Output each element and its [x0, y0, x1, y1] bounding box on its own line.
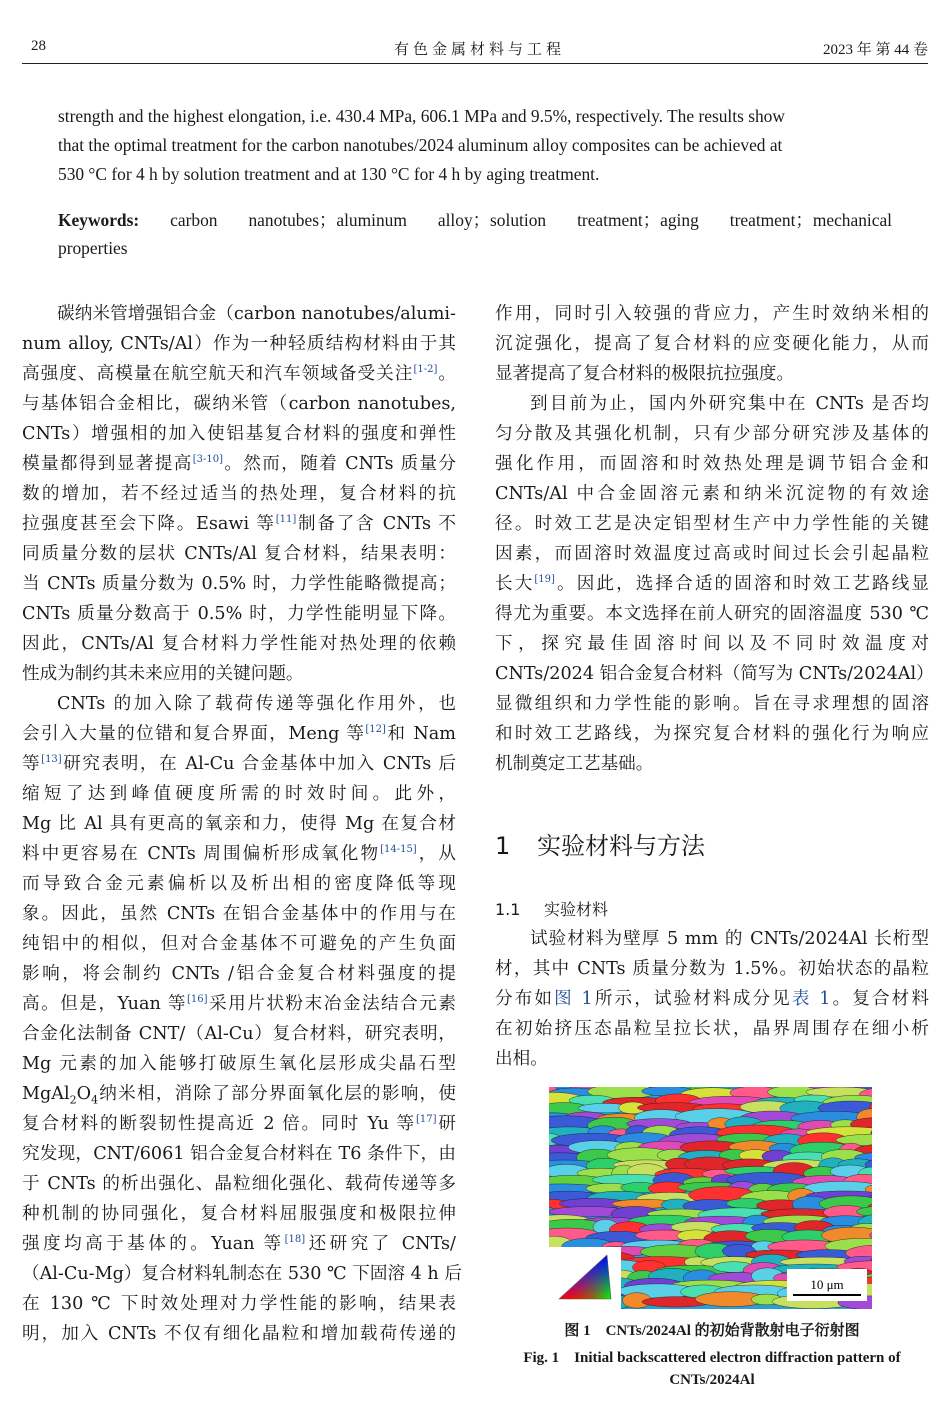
figure-link[interactable]: 图 1	[554, 989, 593, 1009]
text-line: 高。但是，Yuan 等[16]采用片状粉末冶金法结合元素	[22, 994, 456, 1014]
citation[interactable]: [14-15]	[380, 844, 417, 855]
text-line: $MgAl_2O_4$纳米相，消除了部分界面氧化层的影响，使	[22, 1084, 456, 1107]
ipf-legend	[549, 1247, 621, 1309]
text-line: 明，加入 CNTs 不仅有细化晶粒和增加载荷传递的	[22, 1324, 456, 1344]
citation[interactable]: [3-10]	[192, 454, 223, 465]
citation[interactable]: [19]	[534, 574, 555, 585]
text-line: CNTs）增强相的加入使铝基复合材料的强度和弹性	[22, 424, 456, 444]
text-line: 当 CNTs 质量分数为 0.5% 时，力学性能略微提高；	[22, 574, 456, 594]
text-line: 下，探究最佳固溶时间以及不同时效温度对	[495, 634, 929, 654]
text-line: 合金化法制备 CNT/（Al-Cu）复合材料，研究表明，	[22, 1024, 456, 1044]
citation[interactable]: [12]	[365, 724, 386, 735]
left-column	[22, 299, 462, 1349]
text-line: 到目前为止，国内外研究集中在 CNTs 是否均	[530, 394, 929, 414]
text-line: CNTs/Al 中合金固溶元素和纳米沉淀物的有效途	[495, 484, 929, 504]
right-column-intro	[495, 299, 934, 779]
text-line: 显著提高了复合材料的极限抗拉强度。	[495, 364, 795, 384]
issue-info: 2023 年 第 44 卷	[822, 42, 928, 58]
text-line: 拉强度甚至会下降。Esawi 等[11]制备了含 CNTs 不	[22, 514, 456, 534]
text-line: 影响，将会制约 CNTs /铝合金复合材料强度的提	[22, 964, 456, 984]
journal-title: 有色金属材料与工程	[393, 42, 565, 58]
text-line: 长大[19]。因此，选择合适的固溶和时效工艺路线显	[495, 574, 929, 594]
text-line: 料中更容易在 CNTs 周围偏析形成氧化物[14-15]，从	[22, 844, 456, 864]
keywords	[58, 206, 892, 262]
text-line: 高强度、高模量在航空航天和汽车领域备受关注[1-2]。	[22, 364, 456, 384]
running-header	[31, 38, 928, 62]
text-line: 种机制的协同强化，复合材料屈服强度和极限拉伸	[22, 1204, 456, 1224]
text-line: 纯铝中的相似，但对合金基体不可避免的产生负面	[22, 934, 456, 954]
text-line: 出相。	[495, 1049, 548, 1069]
text-line: 得尤为重要。本文选择在前人研究的固溶温度 530 ℃	[495, 604, 929, 624]
text-line: 缩短了达到峰值硬度所需的时效时间。此外，	[22, 784, 456, 804]
citation[interactable]: [16]	[187, 994, 208, 1005]
ebsd-map-figure	[549, 1087, 872, 1309]
text-line: 和时效工艺路线，为探究复合材料的强化行为响应	[495, 724, 929, 744]
page-number: 28	[31, 38, 46, 54]
keywords-line: properties	[58, 238, 128, 258]
keywords-label: Keywords:	[58, 210, 140, 230]
abstract-line: strength and the highest elongation, i.e. 430.4 MPa, 606.1 MPa and 9.5%, respectively. The results show	[58, 106, 785, 126]
header-rule	[22, 63, 928, 64]
text-line: 象。因此，虽然 CNTs 在铝合金基体中的作用与在	[22, 904, 456, 924]
text-line: 性成为制约其未来应用的关键问题。	[22, 664, 304, 684]
text-line: CNTs/2024 铝合金复合材料（简写为 CNTs/2024Al）	[495, 664, 934, 684]
text-line: 复合材料的断裂韧性提高近 2 倍。同时 Yu 等[17]研	[22, 1114, 456, 1134]
text-line: 而导致合金元素偏析以及析出相的密度降低等现	[22, 874, 456, 894]
citation[interactable]: [17]	[415, 1114, 437, 1125]
figure-caption-cn: 图 1 CNTs/2024Al 的初始背散射电子衍射图	[564, 1323, 860, 1339]
text-line: 径。时效工艺是决定铝型材生产中力学性能的关键	[495, 514, 929, 534]
citation[interactable]: [11]	[275, 514, 297, 525]
text-line: 在 130 ℃ 下时效处理对力学性能的影响，结果表	[22, 1294, 456, 1314]
abstract-tail	[58, 102, 894, 189]
keywords-line	[58, 206, 892, 234]
scale-bar	[787, 1269, 867, 1301]
table-link[interactable]: 表 1	[791, 989, 831, 1009]
text-line: CNTs 质量分数高于 0.5% 时，力学性能明显下降。	[22, 604, 456, 624]
text-line: Mg 比 Al 具有更高的氧亲和力，使得 Mg 在复合材	[22, 814, 456, 834]
text-line: 数的增加，若不经过适当的热处理，复合材料的抗	[22, 484, 456, 504]
abstract-line: 530 °C for 4 h by solution treatment and at 130 °C for 4 h by aging treatment.	[58, 164, 600, 184]
text-line: 碳纳米管增强铝合金（carbon nanotubes/alumi-	[57, 304, 456, 324]
text-line: 材，其中 CNTs 质量分数为 1.5%。初始状态的晶粒	[495, 959, 929, 979]
section-heading: 1 实验材料与方法	[495, 832, 705, 860]
right-column-materials	[495, 924, 929, 1074]
text-line: 在初始挤压态晶粒呈拉长状，晶界周围存在细小析	[495, 1019, 929, 1039]
text-line: 与基体铝合金相比，碳纳米管（carbon nanotubes,	[22, 394, 456, 414]
text-line: 于 CNTs 的析出强化、晶粒细化强化、载荷传递等多	[22, 1174, 456, 1194]
abstract-line: that the optimal treatment for the carbon nanotubes/2024 aluminum alloy composites can be achieved at	[58, 135, 783, 155]
text-line: 显微组织和力学性能的影响。旨在寻求理想的固溶	[495, 694, 929, 714]
citation[interactable]: [1-2]	[413, 364, 438, 375]
text-line: 模量都得到显著提高[3-10]。然而，随着 CNTs 质量分	[22, 454, 456, 474]
text-line: 因此，CNTs/Al 复合材料力学性能对热处理的依赖	[22, 634, 456, 654]
text-line: num alloy, CNTs/Al）作为一种轻质结构材料由于其	[22, 334, 456, 354]
subsection-heading: 1.1 实验材料	[495, 900, 609, 919]
text-line: 强度均高于基体的。Yuan 等[18]还研究了 CNTs/	[22, 1234, 456, 1254]
svg-text:10 μm: 10 μm	[810, 1277, 844, 1292]
text-line: 作用，同时引入较强的背应力，产生时效纳米相的	[495, 304, 929, 324]
text-line: 会引入大量的位错和复合界面，Meng 等[12]和 Nam	[22, 724, 456, 744]
text-line: 匀分散及其强化机制，只有少部分研究涉及基体的	[495, 424, 929, 444]
text-line: 究发现，CNT/6061 铝合金复合材料在 T6 条件下，由	[22, 1144, 456, 1164]
text-line: Mg 元素的加入能够打破原生氧化层形成尖晶石型	[22, 1054, 456, 1074]
citation[interactable]: [13]	[41, 754, 62, 765]
text-line: 等[13]研究表明，在 Al-Cu 合金基体中加入 CNTs 后	[22, 754, 456, 774]
text-line: 机制奠定工艺基础。	[495, 754, 654, 774]
text-line: 试验材料为壁厚 5 mm 的 CNTs/2024Al 长桁型	[530, 929, 929, 949]
citation[interactable]: [18]	[284, 1234, 306, 1245]
text-line: 同质量分数的层状 CNTs/Al 复合材料，结果表明：	[22, 544, 456, 564]
text-line: 沉淀强化，提高了复合材料的应变硬化能力，从而	[495, 334, 929, 354]
figure-caption-en: Fig. 1 Initial backscattered electron diffraction pattern of CNTs/2024Al	[523, 1350, 901, 1388]
text-line: 强化作用，而固溶和时效热处理是调节铝合金和	[495, 454, 929, 474]
keywords-text: carbon nanotubes；aluminum alloy；solution treatment；aging treatment；mechanical	[170, 210, 892, 230]
text-line: CNTs 的加入除了载荷传递等强化作用外，也	[57, 694, 456, 714]
text-line: 分布如图 1所示，试验材料成分见表 1。复合材料	[495, 989, 929, 1009]
text-line: （Al-Cu-Mg）复合材料轧制态在 530 ℃ 下固溶 4 h 后	[22, 1264, 462, 1284]
text-line: 因素，而固溶时效温度过高或时间过长会引起晶粒	[495, 544, 929, 564]
